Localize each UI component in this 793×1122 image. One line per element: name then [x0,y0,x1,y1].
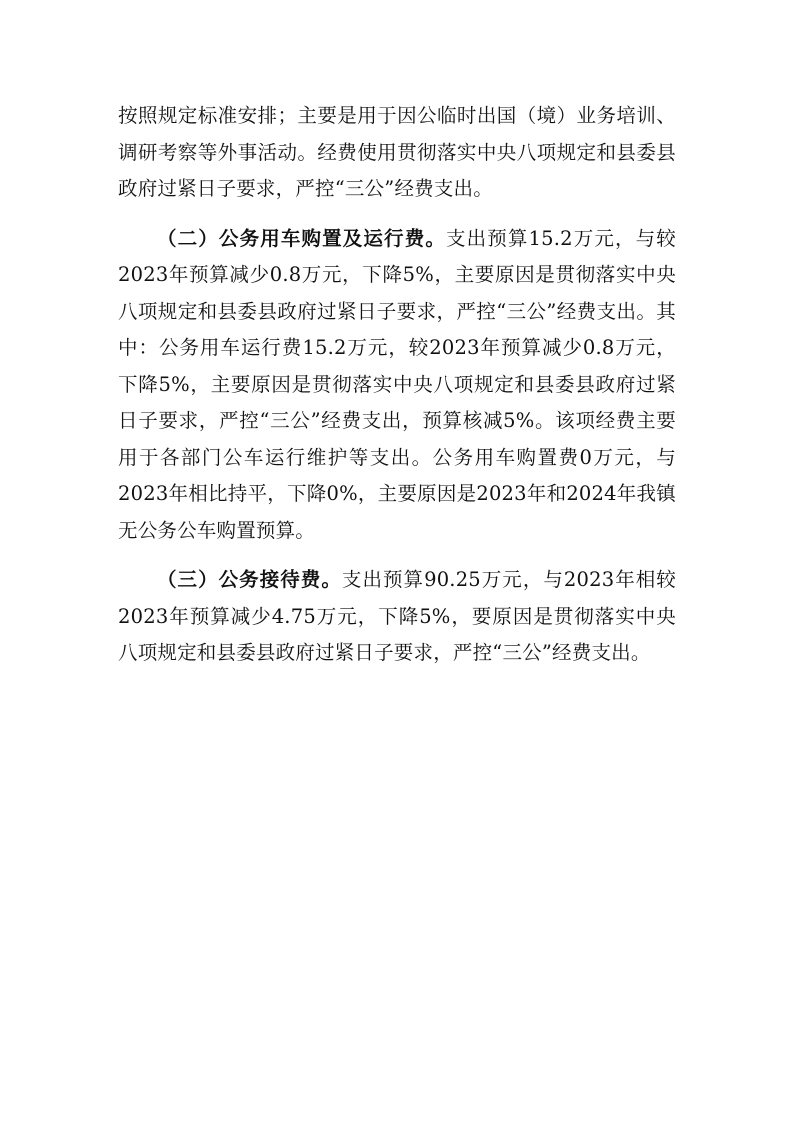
section-heading-vehicle: （二）公务用车购置及运行费。 [157,226,446,250]
paragraph-vehicle-costs [118,221,676,550]
paragraph-foreign-travel: 按照规定标准安排；主要是用于因公临时出国（境）业务培训、调研考察等外事活动。经费使用贯彻落实中央八项规定和县委县政府过紧日子要求，严控“三公”经费支出。 [118,104,676,200]
section-body-vehicle: 支出预算15.2万元，与较2023年预算减少0.8万元，下降5%，主要原因是贯彻落实中央八项规定和县委县政府过紧日子要求，严控“三公”经费支出。其中：公务用车运行费15.2万元，较2023年预算减少0.8万元，下降5%，主要原因是贯彻落实中央八项规定和县委县政府过紧日子要求，严控“三公”经费支出，预算核减5%。该项经费主要用于各部门公车运行维护等支出。公务用车购置费0万元，与2023年相比持平，下降0%，主要原因是2023年和2024年我镇无公务公车购置预算。 [118,226,676,542]
document-page [118,98,676,672]
paragraph-reception-costs [118,562,676,672]
section-body-reception: 支出预算90.25万元，与2023年相较2023年预算减少4.75万元，下降5%，要原因是贯彻落实中央八项规定和县委县政府过紧日子要求，严控“三公”经费支出。 [118,568,676,664]
section-heading-reception: （三）公务接待费。 [157,568,342,591]
